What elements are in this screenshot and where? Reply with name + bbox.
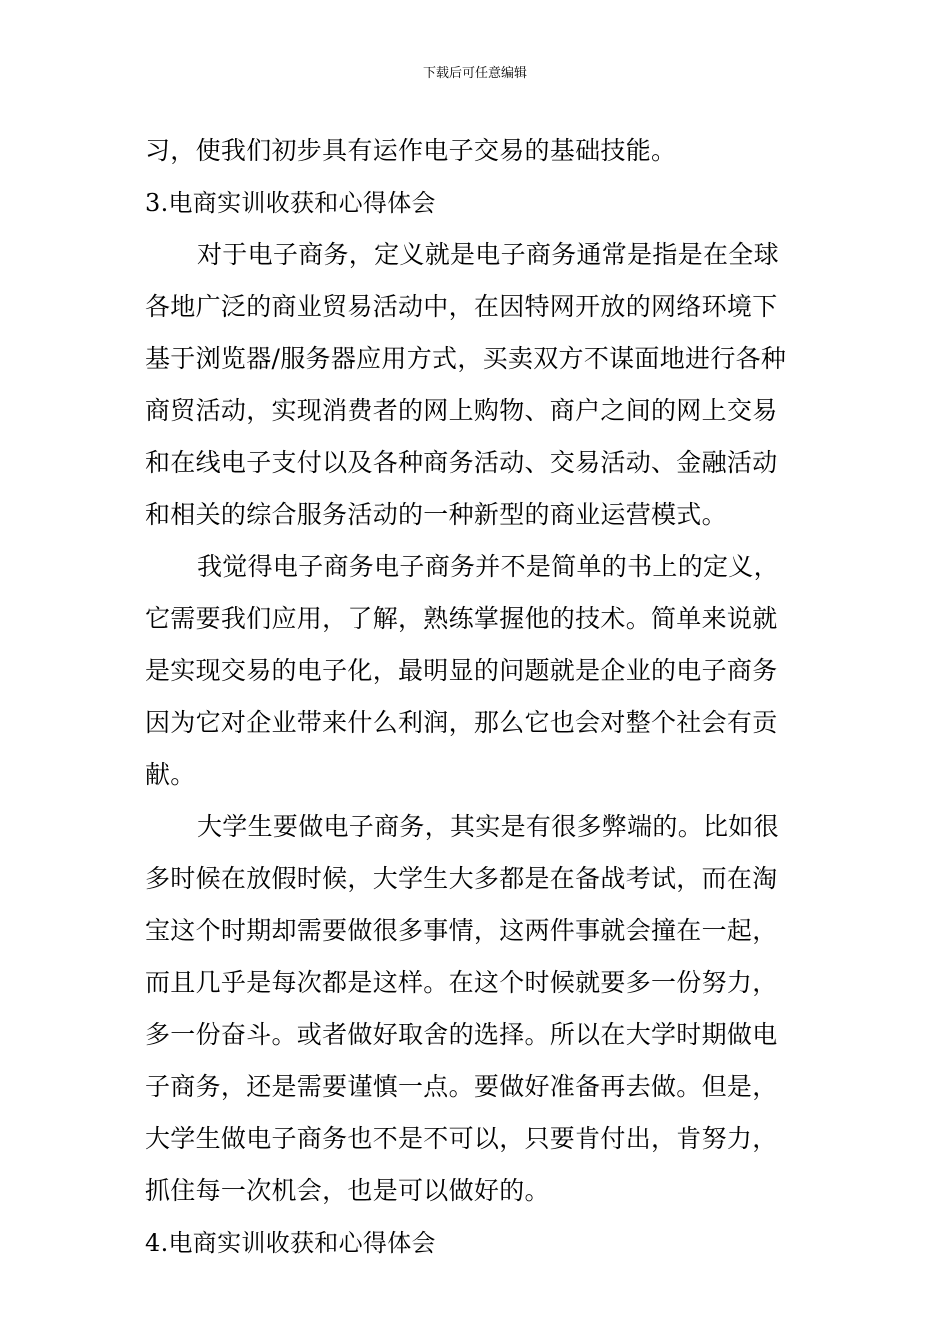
paragraph-line: 是实现交易的电子化，最明显的问题就是企业的电子商务 [145,656,778,685]
paragraph-line: 大学生要做电子商务，其实是有很多弊端的。比如很 [197,812,779,841]
paragraph-line: 因为它对企业带来什么利润，那么它也会对整个社会有贡 [145,708,778,737]
document-body [145,125,810,1269]
paragraph-line: 抓住每一次机会，也是可以做好的。 [145,1176,550,1205]
paragraph-line: 而且几乎是每次都是这样。在这个时候就要多一份努力， [145,968,778,997]
paragraph-line: 基于浏览器/服务器应用方式，买卖双方不谋面地进行各种 [145,344,787,373]
paragraph-line: 宝这个时期却需要做很多事情，这两件事就会撞在一起， [145,916,778,945]
paragraph-line: 多一份奋斗。或者做好取舍的选择。所以在大学时期做电 [145,1020,778,1049]
paragraph-line: 它需要我们应用，了解，熟练掌握他的技术。简单来说就 [145,604,778,633]
paragraph-line: 和相关的综合服务活动的一种新型的商业运营模式。 [145,500,727,529]
paragraph-line: 商贸活动，实现消费者的网上购物、商户之间的网上交易 [145,396,778,425]
section-heading: 4.电商实训收获和心得体会 [145,1229,436,1257]
paragraph-line: 我觉得电子商务电子商务并不是简单的书上的定义， [197,552,779,581]
paragraph-line: 和在线电子支付以及各种商务活动、交易活动、金融活动 [145,448,778,477]
page-header-note: 下载后可任意编辑 [422,66,527,81]
paragraph-line: 多时候在放假时候，大学生大多都是在备战考试，而在淘 [145,864,778,893]
paragraph-line: 大学生做电子商务也不是不可以，只要肯付出，肯努力， [145,1124,778,1153]
paragraph-line: 习，使我们初步具有运作电子交易的基础技能。 [145,136,677,165]
paragraph-line: 对于电子商务，定义就是电子商务通常是指是在全球 [197,240,779,269]
paragraph-line: 各地广泛的商业贸易活动中，在因特网开放的网络环境下 [145,292,778,321]
section-heading: 3.电商实训收获和心得体会 [145,189,436,217]
paragraph-line: 献。 [145,760,196,789]
paragraph-line: 子商务，还是需要谨慎一点。要做好准备再去做。但是， [145,1072,778,1101]
